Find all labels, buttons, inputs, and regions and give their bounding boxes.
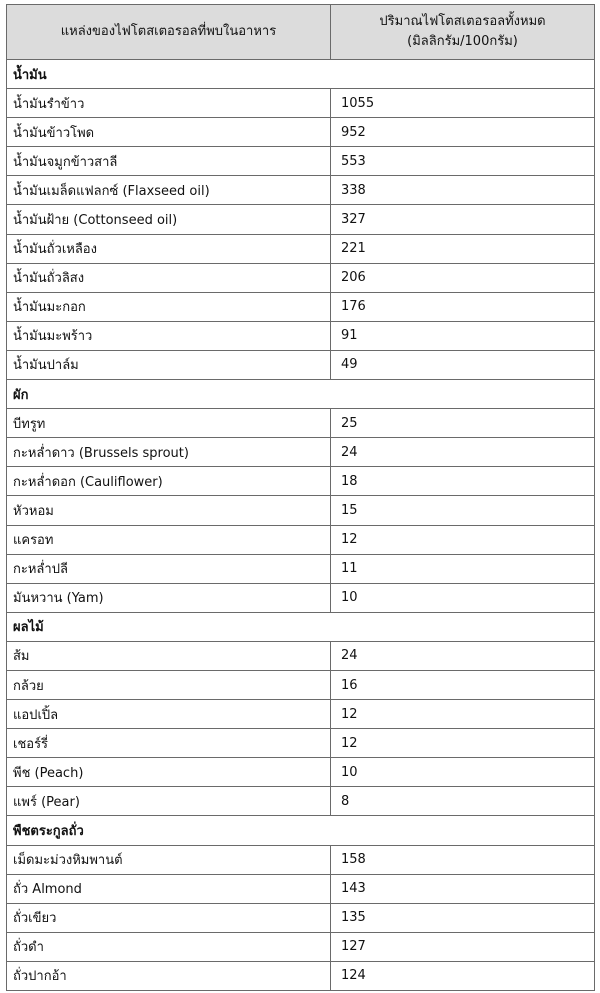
phytosterol-value-cell: 143 [331, 874, 595, 903]
phytosterol-value-cell: 221 [331, 234, 595, 263]
header-row [7, 5, 595, 60]
phytosterol-value-cell: 553 [331, 147, 595, 176]
table-row [7, 845, 595, 874]
table-row [7, 205, 595, 234]
header-food-source: แหล่งของไฟโตสเตอรอลที่พบในอาหาร [7, 5, 331, 60]
food-name-cell: แครอท [7, 525, 331, 554]
food-name-cell: ถั่วดำ [7, 932, 331, 961]
phytosterol-value-cell: 49 [331, 350, 595, 379]
food-name-cell: ส้ม [7, 641, 331, 670]
phytosterol-value-cell: 24 [331, 438, 595, 467]
section-row [7, 816, 595, 845]
phytosterol-value-cell: 12 [331, 700, 595, 729]
table-row [7, 350, 595, 379]
section-label: ผลไม้ [7, 612, 595, 641]
food-name-cell: น้ำมันรำข้าว [7, 89, 331, 118]
food-name-cell: หัวหอม [7, 496, 331, 525]
table-row [7, 758, 595, 787]
phytosterol-value-cell: 11 [331, 554, 595, 583]
phytosterol-value-cell: 158 [331, 845, 595, 874]
food-name-cell: น้ำมันมะกอก [7, 292, 331, 321]
table-row [7, 496, 595, 525]
table-row [7, 932, 595, 961]
section-row [7, 60, 595, 89]
food-name-cell: บีทรูท [7, 409, 331, 438]
section-row [7, 380, 595, 409]
table-row [7, 729, 595, 758]
food-name-cell: น้ำมันเมล็ดแฟลกซ์ (Flaxseed oil) [7, 176, 331, 205]
phytosterol-value-cell: 12 [331, 525, 595, 554]
table-row [7, 641, 595, 670]
food-name-cell: ถั่วปากอ้า [7, 961, 331, 990]
food-name-cell: เม็ดมะม่วงหิมพานต์ [7, 845, 331, 874]
table-header [7, 5, 595, 60]
phytosterol-value-cell: 10 [331, 758, 595, 787]
phytosterol-value-cell: 206 [331, 263, 595, 292]
section-label: พืชตระกูลถั่ว [7, 816, 595, 845]
phytosterol-value-cell: 127 [331, 932, 595, 961]
table-body [7, 60, 595, 991]
table-row [7, 554, 595, 583]
food-name-cell: แอปเปิ้ล [7, 700, 331, 729]
phytosterol-table [6, 4, 595, 991]
table-row [7, 292, 595, 321]
food-name-cell: น้ำมันข้าวโพด [7, 118, 331, 147]
table-row [7, 467, 595, 496]
table-row [7, 438, 595, 467]
phytosterol-value-cell: 25 [331, 409, 595, 438]
phytosterol-value-cell: 24 [331, 641, 595, 670]
phytosterol-value-cell: 15 [331, 496, 595, 525]
table-row [7, 147, 595, 176]
food-name-cell: กะหล่ำดอก (Cauliflower) [7, 467, 331, 496]
table-row [7, 670, 595, 699]
phytosterol-value-cell: 12 [331, 729, 595, 758]
phytosterol-value-cell: 135 [331, 903, 595, 932]
phytosterol-value-cell: 10 [331, 583, 595, 612]
table-row [7, 176, 595, 205]
food-name-cell: กล้วย [7, 670, 331, 699]
food-name-cell: น้ำมันปาล์ม [7, 350, 331, 379]
table-row [7, 903, 595, 932]
phytosterol-value-cell: 124 [331, 961, 595, 990]
table-row [7, 321, 595, 350]
phytosterol-value-cell: 8 [331, 787, 595, 816]
food-name-cell: น้ำมันจมูกข้าวสาลี [7, 147, 331, 176]
table-row [7, 234, 595, 263]
table-row [7, 700, 595, 729]
phytosterol-value-cell: 327 [331, 205, 595, 234]
table-row [7, 787, 595, 816]
section-row [7, 612, 595, 641]
food-name-cell: ถั่วเขียว [7, 903, 331, 932]
table-row [7, 874, 595, 903]
phytosterol-value-cell: 18 [331, 467, 595, 496]
table-row [7, 583, 595, 612]
phytosterol-value-cell: 338 [331, 176, 595, 205]
food-name-cell: พีช (Peach) [7, 758, 331, 787]
phytosterol-value-cell: 176 [331, 292, 595, 321]
food-name-cell: แพร์ (Pear) [7, 787, 331, 816]
table-row [7, 409, 595, 438]
phytosterol-value-cell: 91 [331, 321, 595, 350]
table-row [7, 525, 595, 554]
food-name-cell: กะหล่ำปลี [7, 554, 331, 583]
table-row [7, 89, 595, 118]
food-name-cell: เชอร์รี่ [7, 729, 331, 758]
header-total-phytosterol [331, 5, 595, 60]
table-row [7, 263, 595, 292]
food-name-cell: น้ำมันถั่วลิสง [7, 263, 331, 292]
food-name-cell: มันหวาน (Yam) [7, 583, 331, 612]
phytosterol-value-cell: 16 [331, 670, 595, 699]
section-label: น้ำมัน [7, 60, 595, 89]
phytosterol-value-cell: 952 [331, 118, 595, 147]
section-label: ผัก [7, 380, 595, 409]
header-unit-label: (มิลลิกรัม/100กรัม) [407, 34, 518, 49]
food-name-cell: กะหล่ำดาว (Brussels sprout) [7, 438, 331, 467]
food-name-cell: น้ำมันฝ้าย (Cottonseed oil) [7, 205, 331, 234]
table-row [7, 961, 595, 990]
phytosterol-value-cell: 1055 [331, 89, 595, 118]
food-name-cell: น้ำมันถั่วเหลือง [7, 234, 331, 263]
table-row [7, 118, 595, 147]
food-name-cell: ถั่ว Almond [7, 874, 331, 903]
food-name-cell: น้ำมันมะพร้าว [7, 321, 331, 350]
header-total-label: ปริมาณไฟโตสเตอรอลทั้งหมด [379, 14, 546, 29]
